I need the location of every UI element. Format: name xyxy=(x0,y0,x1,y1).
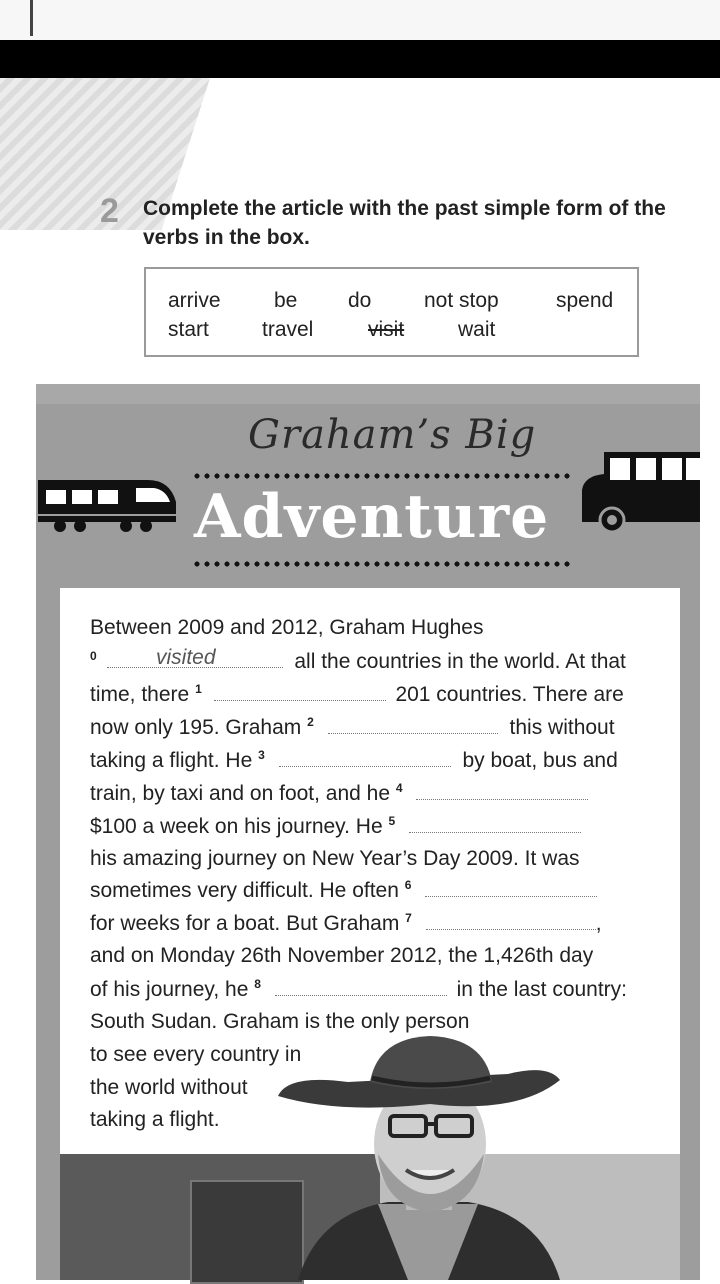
article-line: to see every country in xyxy=(90,1043,302,1066)
gap-blank xyxy=(328,715,498,734)
gap-number: 3 xyxy=(258,748,265,762)
article-line: sometimes very difficult. He often $^6$ xyxy=(90,878,597,903)
exercise-number: 2 xyxy=(100,192,119,230)
article-line: train, by taxi and on foot, and he $^4$ xyxy=(90,781,588,806)
article-line: his amazing journey on New Year’s Day 2009. It was xyxy=(90,847,580,870)
article-line: time, there $^1$ 201 countries. There are xyxy=(90,682,624,706)
word: travel xyxy=(262,318,314,341)
word-crossed-out: visit xyxy=(368,318,405,341)
article-line: of his journey, he $^8$ in the last country: xyxy=(90,977,628,1001)
article-line: taking a flight. He $^3$ by boat, bus and xyxy=(90,748,618,772)
article-line: now only 195. Graham $^2$ this without xyxy=(90,715,615,739)
top-strip xyxy=(0,0,720,40)
example-answer: visited xyxy=(156,646,216,669)
page-edge-mark xyxy=(30,0,33,36)
gap-blank xyxy=(279,748,451,767)
gap-blank xyxy=(416,781,588,800)
man-with-hat-photo xyxy=(278,1034,578,1280)
word-box xyxy=(144,267,639,357)
article-line: $^0$ all the countries in the world. At that xyxy=(90,649,626,673)
article-line: the world without xyxy=(90,1076,248,1099)
article-line: and on Monday 26th November 2012, the 1,426th day xyxy=(90,944,594,967)
word: spend xyxy=(556,289,614,312)
gap-number: 7 xyxy=(405,911,412,925)
exercise-instruction: Complete the article with the past simple form of the verbs in the box. xyxy=(143,197,666,249)
train-icon xyxy=(38,462,178,540)
article-line: for weeks for a boat. But Graham $^7$ , xyxy=(90,911,602,935)
gap-number: 1 xyxy=(195,682,202,696)
article-line: Between 2009 and 2012, Graham Hughes xyxy=(90,616,484,639)
gap-blank xyxy=(409,814,581,833)
gap-number: 0 xyxy=(90,649,97,663)
gap-blank xyxy=(426,911,596,930)
black-bar xyxy=(0,40,720,78)
article-line: $100 a week on his journey. He $^5$ xyxy=(90,814,581,839)
gap-number: 4 xyxy=(395,781,403,795)
word: start xyxy=(168,318,209,341)
gap-number: 6 xyxy=(404,878,412,892)
gap-blank xyxy=(275,977,447,996)
gap-number: 5 xyxy=(388,814,396,828)
bus-icon xyxy=(580,446,700,536)
gap-number: 8 xyxy=(254,977,261,991)
word: do xyxy=(348,289,372,312)
gap-number: 2 xyxy=(307,715,314,729)
word: wait xyxy=(458,318,496,341)
word: not stop xyxy=(424,289,499,312)
word: be xyxy=(274,289,298,312)
article-line: South Sudan. Graham is the only person xyxy=(90,1010,470,1033)
gap-blank xyxy=(425,878,597,897)
word: arrive xyxy=(168,289,221,312)
article-title-main: Adventure xyxy=(194,482,550,552)
gap-blank xyxy=(214,682,386,701)
article-title-top: Graham’s Big xyxy=(248,412,537,458)
article-line: taking a flight. xyxy=(90,1108,220,1131)
dotted-divider xyxy=(192,560,572,568)
panel-shade xyxy=(36,384,700,404)
dotted-divider xyxy=(192,472,572,480)
